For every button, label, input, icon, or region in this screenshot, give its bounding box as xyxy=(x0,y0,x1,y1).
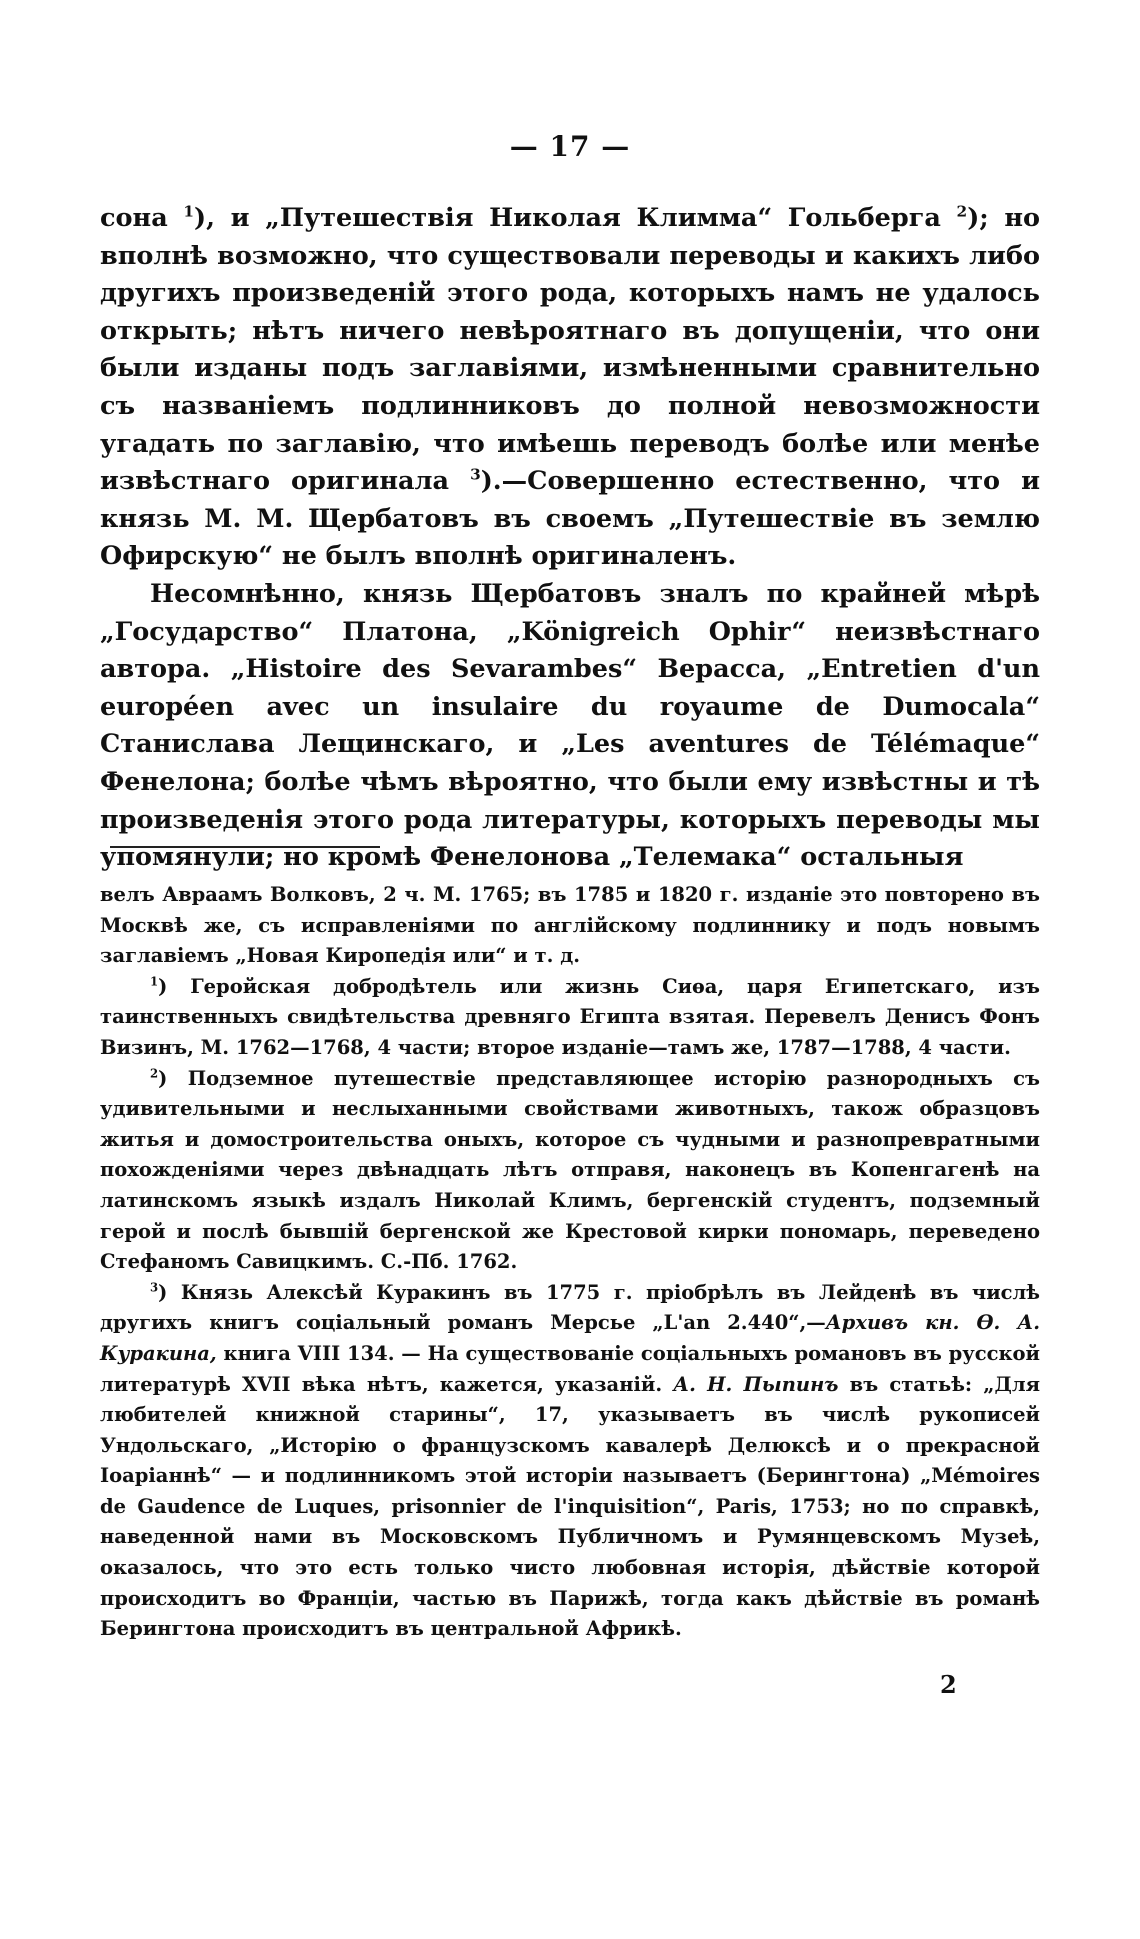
footnote-3-text-b: книга VIII 134. — На существованіе соціальныхъ романовъ въ русской литературѣ XVII вѣка нѣтъ, кажется, указаній. xyxy=(100,1341,1040,1396)
signature-mark: 2 xyxy=(940,1670,957,1699)
p1-text-d: ).—Совершенно естественно, что и князь М. М. Щербатовъ въ своемъ „Путешествіе въ землю Офирскую“ не былъ вполнѣ оригиналенъ. xyxy=(100,466,1040,572)
footnote-ref-3: 3 xyxy=(470,465,481,484)
footnote-2-marker: 2 xyxy=(150,1066,159,1081)
footnote-3-text-c: въ статьѣ: „Для любителей книжной старины“, 17, указываетъ въ числѣ рукописей Ундольскаго, „Исторію о французскомъ кавалерѣ Делюксѣ и о прекрасной Іоаріаннѣ“ — и подлинникомъ этой исторіи называетъ (Берингтона) „Mémoires de Gaudence de Luques, prisonnier de l'inquisition“, Paris, 1753; но по справкѣ, наведенной нами въ Московскомъ Публичномъ и Румянцевскомъ Музеѣ, оказалось, что это есть только чисто любовная исторія, дѣйствіе которой происходитъ во Франціи, частью въ Парижѣ, тогда какъ дѣйствіе въ романѣ Берингтона происходитъ въ центральной Африкѣ. xyxy=(100,1372,1040,1641)
footnote-separator xyxy=(110,846,380,848)
footnote-3-text-a: ) Князь Алексѣй Куракинъ въ 1775 г. пріобрѣлъ въ Лейденѣ въ числѣ другихъ книгъ соціальный романъ Мерсье „L'an 2.440“,— xyxy=(100,1280,1040,1335)
footnote-3 xyxy=(100,1278,1040,1645)
footnote-ref-1: 1 xyxy=(183,202,195,221)
footnote-3-marker: 3 xyxy=(150,1280,159,1295)
footnotes xyxy=(100,880,1040,1645)
footnote-ref-2: 2 xyxy=(956,202,968,221)
footnote-continued: велъ Авраамъ Волковъ, 2 ч. М. 1765; въ 1785 и 1820 г. изданіе это повторено въ Москвѣ же, съ исправленіями по англійскому подлиннику и подъ новымъ заглавіемъ „Новая Киропедія или“ и т. д. xyxy=(100,883,1040,968)
main-paragraph-1 xyxy=(100,200,1040,576)
footnote-3-italic-1: Архивъ кн. Ѳ. А. Куракина, xyxy=(100,1311,1040,1365)
p1-text-b: ), и „Путешествія Николая Климма“ Гольберга xyxy=(194,203,957,233)
main-paragraph-2: Несомнѣнно, князь Щербатовъ зналъ по крайней мѣрѣ „Государство“ Платона, „Königreich Ophir“ неизвѣстнаго автора. „Histoire des Sevarambes“ Верасса, „Entretien d'un européen avec un insulaire du royaume de Dumocala“ Станислава Лещинскаго, и „Les aventures de Télémaque“ Фенелона; болѣе чѣмъ вѣроятно, что были ему извѣстны и тѣ произведенія этого рода литературы, которыхъ переводы мы упомянули; но кромѣ Фенелонова „Телемака“ остальныя xyxy=(100,578,1040,873)
page-number-header: — 17 — xyxy=(509,130,631,163)
footnote-1 xyxy=(100,972,1040,1064)
footnote-2 xyxy=(100,1064,1040,1278)
main-text xyxy=(100,200,1040,877)
p1-text-a: сона xyxy=(100,203,184,233)
footnote-3-italic-2: А. Н. Пыпинъ xyxy=(673,1372,839,1396)
footnote-1-text: ) Геройская добродѣтель или жизнь Сиѳа, царя Египетскаго, изъ таинственныхъ свидѣтельства древняго Египта взятая. Перевелъ Денисъ Фонъ Визинъ, М. 1762—1768, 4 части; второе изданіе—тамъ же, 1787—1788, 4 части. xyxy=(100,974,1040,1059)
footnote-1-marker: 1 xyxy=(150,974,159,989)
p1-text-c: ); но вполнѣ возможно, что существовали переводы и какихъ либо другихъ произведеній этого рода, которыхъ намъ не удалось открыть; нѣтъ ничего невѣроятнаго въ допущеніи, что они были изданы подъ заглавіями, измѣненными сравнительно съ названіемъ подлинниковъ до полной невозможности угадать по заглавію, что имѣешь переводъ болѣе или менѣе извѣстнаго оригинала xyxy=(100,203,1040,497)
footnote-2-text: ) Подземное путешествіе представляющее исторію разнородныхъ съ удивительными и неслыханными свойствами животныхъ, також образцовъ житья и домостроительства оныхъ, которое съ чудными и разнопревратными похожденіями через двѣнадцать лѣтъ отправя, наконецъ въ Копенгагенѣ на латинскомъ языкѣ издалъ Николай Климъ, бергенскій студентъ, подземный герой и послѣ бывшій бергенской же Крестовой кирки пономарь, переведено Стефаномъ Савицкимъ. С.-Пб. 1762. xyxy=(100,1066,1040,1274)
